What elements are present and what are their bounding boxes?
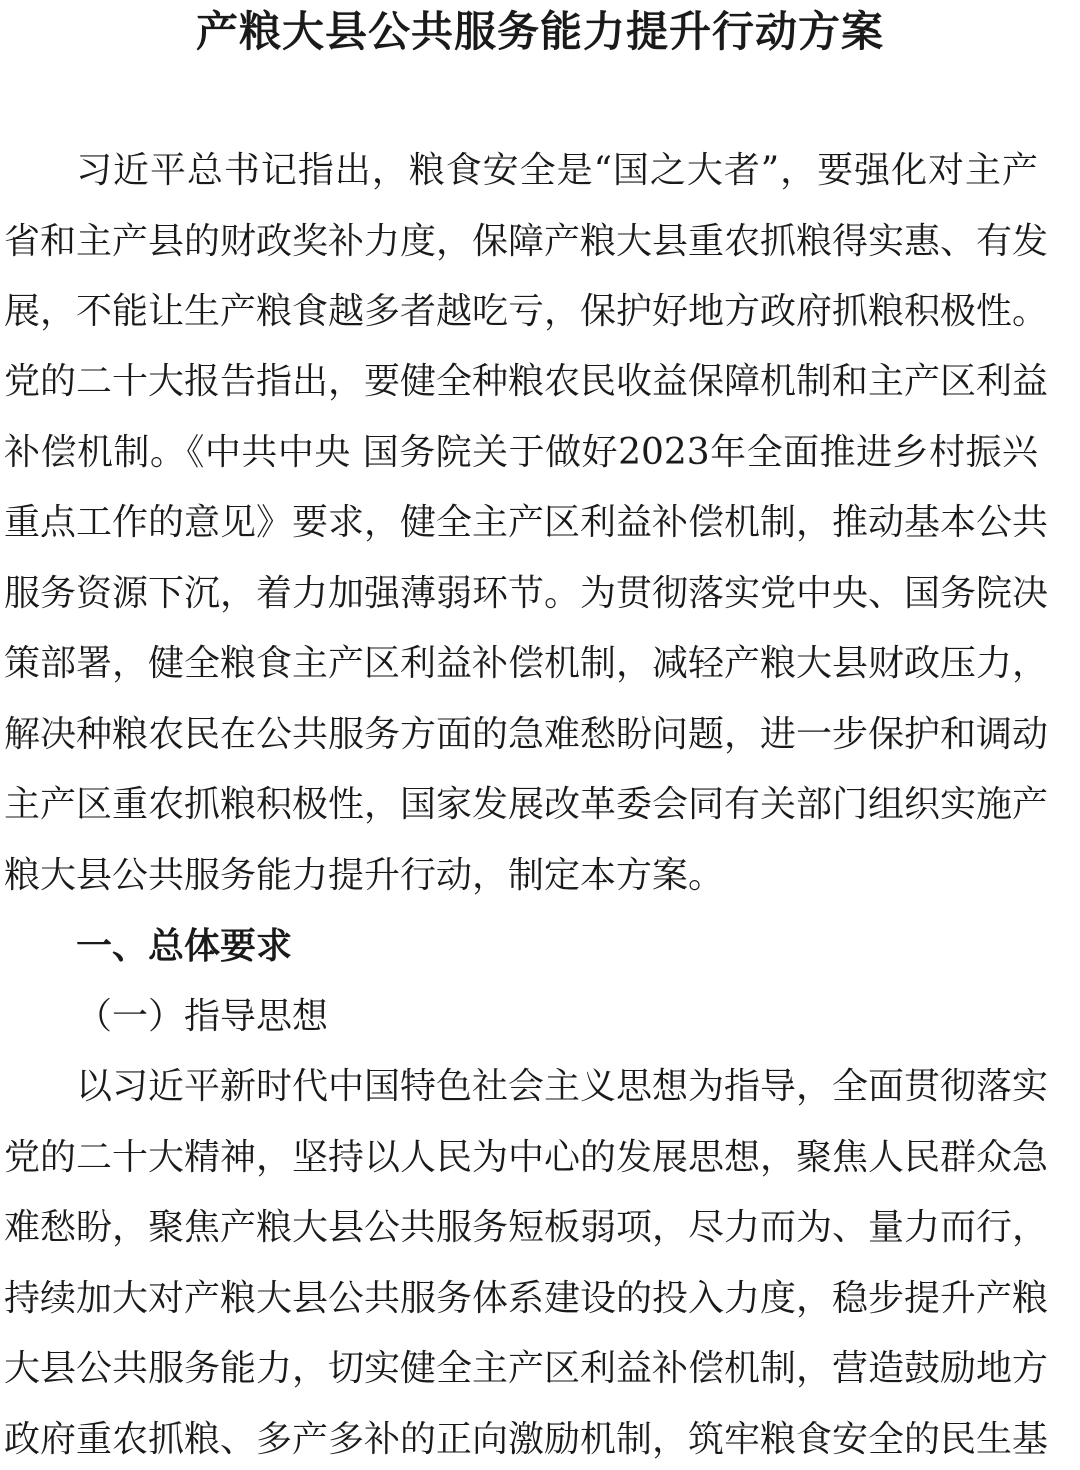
paragraph-line: 展，不能让生产粮食越多者越吃亏，保护好地方政府抓粮积极性。 (4, 291, 1049, 332)
paragraph-line: 解决种粮农民在公共服务方面的急难愁盼问题，进一步保护和调动 (4, 714, 1049, 755)
paragraph-line: 重点工作的意见》要求，健全主产区利益补偿机制，推动基本公共 (4, 502, 1049, 543)
paragraph-line: 以习近平新时代中国特色社会主义思想为指导，全面贯彻落实 (76, 1066, 1049, 1107)
paragraph-line: 习近平总书记指出，粮食安全是“国之大者”，要强化对主产 (76, 150, 1038, 191)
paragraph-line: 党的二十大精神，坚持以人民为中心的发展思想，聚焦人民群众急 (4, 1137, 1049, 1178)
paragraph-line: 策部署，健全粮食主产区利益补偿机制，减轻产粮大县财政压力， (4, 643, 1049, 684)
paragraph-line: 服务资源下沉，着力加强薄弱环节。为贯彻落实党中央、国务院决 (4, 573, 1049, 614)
paragraph-line: 难愁盼，聚焦产粮大县公共服务短板弱项，尽力而为、量力而行， (4, 1207, 1049, 1248)
subsection-heading: （一）指导思想 (76, 996, 329, 1037)
page-title: 产粮大县公共服务能力提升行动方案 (195, 7, 884, 56)
paragraph-line: 主产区重农抓粮积极性，国家发展改革委会同有关部门组织实施产 (4, 784, 1049, 825)
paragraph-line: 补偿机制。《中共中央 国务院关于做好2023年全面推进乡村振兴 (4, 432, 1038, 473)
paragraph-line: 大县公共服务能力，切实健全主产区利益补偿机制，营造鼓励地方 (4, 1348, 1049, 1389)
paragraph-line: 省和主产县的财政奖补力度，保障产粮大县重农抓粮得实惠、有发 (4, 221, 1049, 262)
section-heading: 一、总体要求 (76, 925, 293, 967)
paragraph-line: 粮大县公共服务能力提升行动，制定本方案。 (4, 855, 725, 896)
paragraph-line: 政府重农抓粮、多产多补的正向激励机制，筑牢粮食安全的民生基 (4, 1419, 1049, 1460)
paragraph-line: 党的二十大报告指出，要健全种粮农民收益保障机制和主产区利益 (4, 361, 1049, 402)
paragraph-line: 持续加大对产粮大县公共服务体系建设的投入力度，稳步提升产粮 (4, 1278, 1049, 1319)
